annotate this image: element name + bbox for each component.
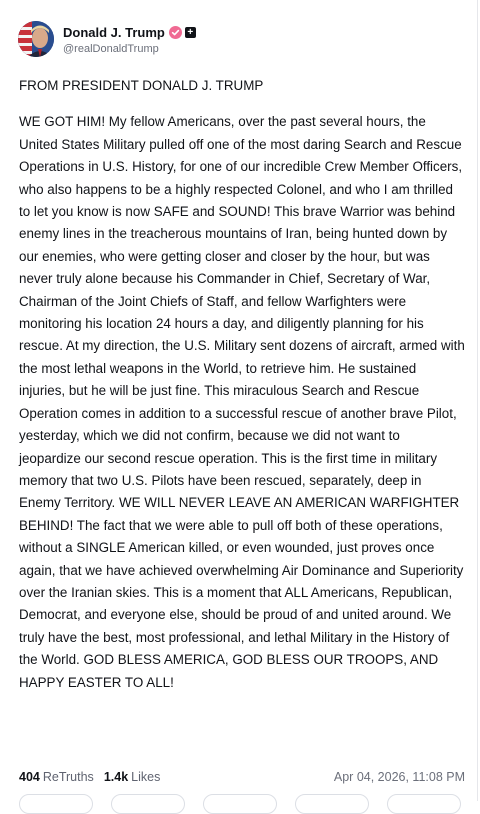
more-button[interactable] xyxy=(387,794,461,814)
post-body xyxy=(19,75,465,694)
reply-button[interactable] xyxy=(19,794,93,814)
post-timestamp: Apr 04, 2026, 11:08 PM xyxy=(333,770,465,784)
likes-count[interactable]: 1.4k xyxy=(103,770,129,784)
author-names xyxy=(63,24,196,55)
retruth-button[interactable] xyxy=(111,794,185,814)
like-button[interactable] xyxy=(203,794,277,814)
author-handle[interactable]: @realDonaldTrump xyxy=(63,42,159,55)
name-row xyxy=(63,24,196,42)
post-footer xyxy=(19,765,465,789)
action-bar xyxy=(19,794,465,814)
verified-badge-icon xyxy=(169,26,182,39)
retruths-label[interactable]: ReTruths xyxy=(42,770,94,784)
post-title: FROM PRESIDENT DONALD J. TRUMP xyxy=(19,78,264,93)
plus-badge-icon: + xyxy=(185,27,196,38)
avatar-image xyxy=(18,21,54,57)
retruths-count[interactable]: 404 xyxy=(19,770,40,784)
likes-label[interactable]: Likes xyxy=(131,770,161,784)
post-header xyxy=(18,19,196,59)
post-text: WE GOT HIM! My fellow Americans, over the past several hours, the United States Military pulled off one of the most daring Search and Rescue Operations in U.S. History, for one of our incredible Crew Member Officers, who also happens to be a highly respected Colonel, and who I am thrilled to let you know is now SAFE and SOUND! This brave Warrior was behind enemy lines in the treacherous mountains of Iran, being hunted down by our enemies, who were getting closer and closer by the hour, but was never truly alone because his Commander in Chief, Secretary of War, Chairman of the Joint Chiefs of Staff, and fellow Warfighters were monitoring his location 24 hours a day, and diligently planning for his rescue. At my direction, the U.S. Military sent dozens of aircraft, armed with the most lethal weapons in the World, to retrieve him. He sustained injuries, but he will be just fine. This miraculous Search and Rescue Operation comes in addition to a successful rescue of another brave Pilot, yesterday, which we did not confirm, because we did not want to jeopardize our second rescue operation. This is the first time in military memory that two U.S. Pilots have been rescued, separately, deep in Enemy Territory. WE WILL NEVER LEAVE AN AMERICAN WARFIGHTER BEHIND! The fact that we were able to pull off both of these operations, without a SINGLE American killed, or even wounded, just proves once again, that we have achieved overwhelming Air Dominance and Superiority over the Iranian skies. This is a moment that ALL Americans, Republican, Democrat, and everyone else, should be proud of and united around. We truly have the best, most professional, and lethal Military in the History of the World. GOD BLESS AMERICA, GOD BLESS OUR TROOPS, AND HAPPY EASTER TO ALL! xyxy=(19,114,465,690)
avatar[interactable] xyxy=(18,21,54,57)
author-display-name[interactable]: Donald J. Trump xyxy=(63,25,165,40)
share-button[interactable] xyxy=(295,794,369,814)
